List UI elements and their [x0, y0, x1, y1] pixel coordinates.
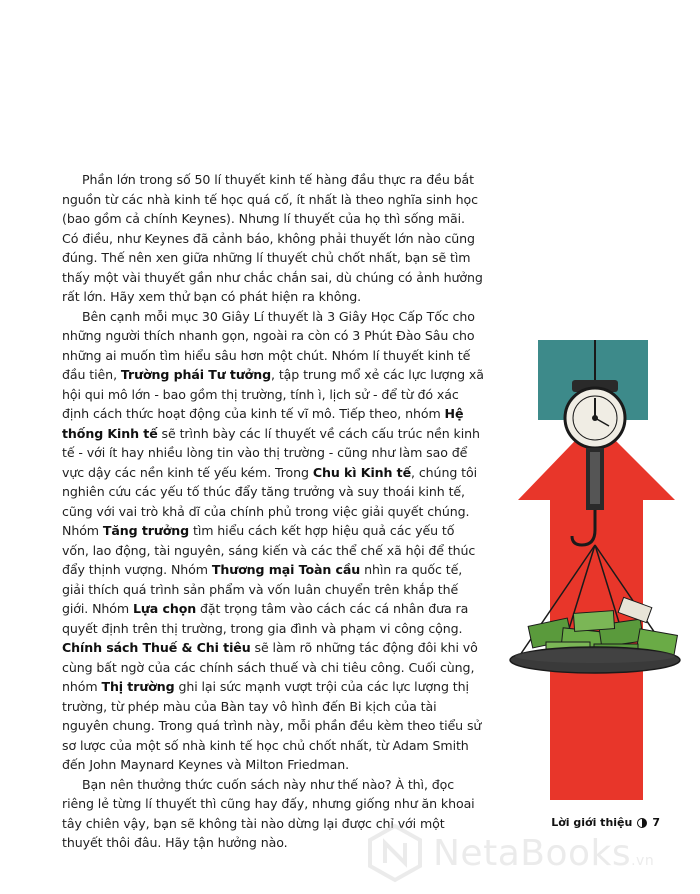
- text-span: sẽ làm rõ những tác động đôi khi vô cùng bất ngờ của các chính sách thuế và chi tiêu công. Cuối cùng, nhóm: [62, 640, 478, 694]
- netabooks-logo-icon: [365, 823, 425, 883]
- watermark: [365, 818, 700, 888]
- text-span: tìm hiểu cách kết hợp hiệu quả các yếu tố vốn, lao động, tài nguyên, sáng kiến và các thể chế xã hội để thúc đẩy thịnh vượng. Nhóm: [62, 523, 476, 577]
- page-number: 7: [652, 816, 660, 829]
- bold-term: Thị trường: [101, 679, 175, 694]
- watermark-suffix: .vn: [631, 852, 655, 869]
- bold-term: Tăng trưởng: [102, 523, 190, 538]
- text-span: , chúng tôi nghiên cứu các yếu tố thúc đẩy tăng trưởng và suy thoái kinh tế, cũng với vai trò khả dĩ của chính phủ trong việc giải quyết chúng. Nhóm: [62, 464, 477, 538]
- text-span: nhìn ra quốc tế, giải thích quá trình sản phẩm và vốn luân chuyển trên khắp thế giới. Nhóm: [62, 562, 463, 616]
- paragraph-2: [62, 307, 484, 775]
- bold-term: Trường phái Tư tưởng: [120, 367, 272, 382]
- text-span: sẽ trình bày các lí thuyết về cách cấu trúc nền kinh tế - với ít hay nhiều lòng tin vào thị trường - cũng như làm sao để vực dậy các nền kinh tế yếu kém. Trong: [62, 425, 480, 480]
- text-span: đặt trọng tâm vào cách các cá nhân đưa ra quyết định trên thị trường, trong gia đình và phạm vi công cộng.: [62, 601, 469, 636]
- watermark-text: [433, 833, 654, 874]
- section-name: Lời giới thiệu: [551, 816, 633, 829]
- main-text: [62, 170, 484, 853]
- scale-arrow-illustration: [500, 340, 700, 800]
- paragraph-3: Bạn nên thưởng thức cuốn sách này như thế nào? À thì, đọc riêng lẻ từng lí thuyết thì cũng hay đấy, nhưng giống như ăn khoai tây chiên vậy, bạn sẽ không tài nào dừng lại được chỉ với một thuyết thôi đâu. Hãy tận hưởng nào.: [62, 776, 475, 850]
- watermark-brand: NetaBooks: [433, 832, 632, 874]
- bold-term: Thương mại Toàn cầu: [211, 562, 361, 577]
- text-span: Bên cạnh mỗi mục 30 Giây Lí thuyết là 3 Giây Học Cấp Tốc cho những người thích nhanh gọn, ngoài ra còn có 3 Phút Đào Sâu cho những ai muốn tìm hiểu sâu hơn một chút. Nhóm lí thuyết kinh tế đầu tiên,: [62, 308, 475, 382]
- text-span: ghi lại sức mạnh vượt trội của các lực lượng thị trường, từ phép màu của Bàn tay vô hình đến Bi kịch của tài nguyên chung. Trong quá trình này, mỗi phần đều kèm theo tiểu sử sơ lược của một số nhà kinh tế học chủ chốt nhất, từ Adam Smith đến John Maynard Keynes và Milton Friedman.: [62, 679, 482, 772]
- paragraph-1: Phần lớn trong số 50 lí thuyết kinh tế hàng đầu thực ra đều bắt nguồn từ các nhà kinh tế học quá cố, ít nhất là theo nghĩa sinh học (bao gồm cả chính Keynes). Nhưng lí thuyết của họ thì sống mãi. Có điều, như Keynes đã cảnh báo, không phải thuyết lớn nào cũng đúng. Thế nên xen giữa những lí thuyết chủ chốt nhất, bạn sẽ tìm thấy một vài thuyết gần như chắc chắn sai, dù chúng có ảnh hưởng rất lớn. Hãy xem thử bạn có phát hiện ra không.: [62, 172, 483, 304]
- text-span: , tập trung mổ xẻ các lực lượng xã hội qui mô lớn - bao gồm thị trường, tính ì, lịch sử - để từ đó xác định cách thức hoạt động của kinh tế vĩ mô. Tiếp theo, nhóm: [62, 367, 484, 421]
- bold-term: Hệ thống Kinh tế: [62, 406, 464, 441]
- bold-term: Lựa chọn: [132, 601, 197, 616]
- bold-term: Chính sách Thuế & Chi tiêu: [62, 640, 251, 655]
- bold-term: Chu kì Kinh tế: [312, 464, 412, 480]
